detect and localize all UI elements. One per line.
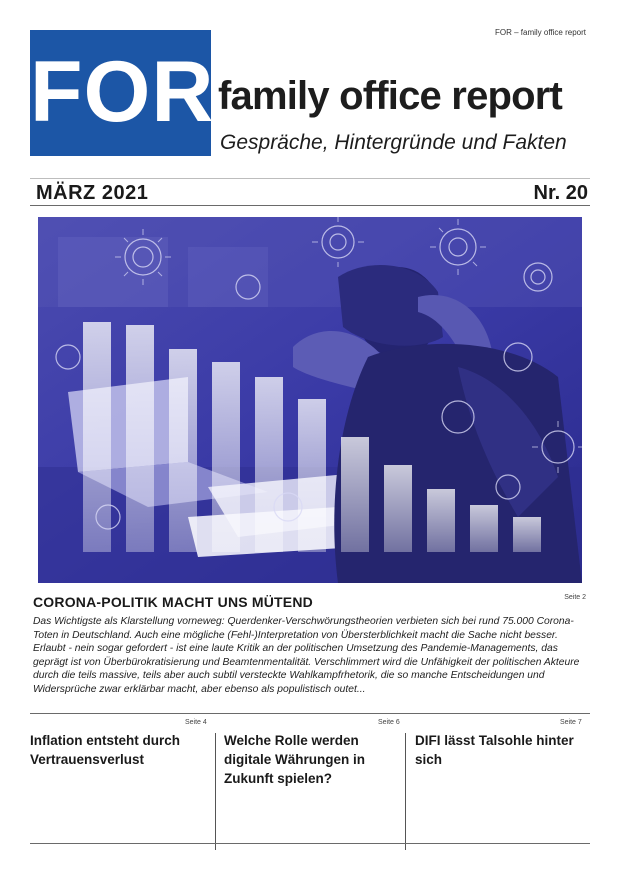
divider-bottom	[30, 843, 590, 844]
divider-issue	[30, 205, 590, 206]
issue-date: MÄRZ 2021	[36, 182, 149, 204]
publication-title: family office report	[218, 74, 563, 118]
col3-headline[interactable]: DIFI lässt Talsohle hinter sich	[415, 733, 574, 767]
lead-page-ref: Seite 2	[564, 594, 586, 601]
divider-columns	[30, 713, 590, 714]
logo	[30, 30, 215, 156]
top-note: FOR – family office report	[495, 28, 586, 37]
divider-top	[30, 178, 590, 179]
col2-headline[interactable]: Welche Rolle werden digitale Währungen in Zukunft spielen?	[224, 733, 365, 786]
col2-page-ref: Seite 6	[378, 719, 400, 726]
col3-page-ref: Seite 7	[560, 719, 582, 726]
logo-text: FOR	[30, 44, 215, 140]
column-separator-2	[405, 733, 406, 850]
col1-headline[interactable]: Inflation entsteht durch Vertrauensverlust	[30, 733, 180, 767]
cover-photo	[38, 217, 582, 583]
col1-page-ref: Seite 4	[185, 719, 207, 726]
publication-subtitle: Gespräche, Hintergründe und Fakten	[220, 131, 567, 154]
issue-number: Nr. 20	[533, 182, 588, 204]
column-separator-1	[215, 733, 216, 850]
lead-headline[interactable]: CORONA-POLITIK MACHT UNS MÜTEND	[33, 594, 313, 610]
cover-illustration	[38, 217, 582, 583]
lead-body: Das Wichtigste als Klarstellung vorneweg: Querdenker-Verschwörungstheorien verbieten sich bei rund 75.000 Corona-Toten in Deutschland. Auch eine mögliche (Fehl-)Interpretation von Übersterblichkeit macht die Sache nicht besser. Erlaubt - nein sogar gefordert - ist eine laute Kritik an der politischen Umsetzung des Pandemie-Managements, das geprägt ist von Überbürokratisierung und Beamtenmentalität. Verschlimmert wird die Unfähigkeit der politischen Akteure durch die teils massive, teils aber auch subtil versteckte Wahlkampfrhetorik, die so manche Entscheidungen und Widersprüche zwar erklärbar macht, aber ebenso als populistisch outet...	[33, 616, 580, 695]
